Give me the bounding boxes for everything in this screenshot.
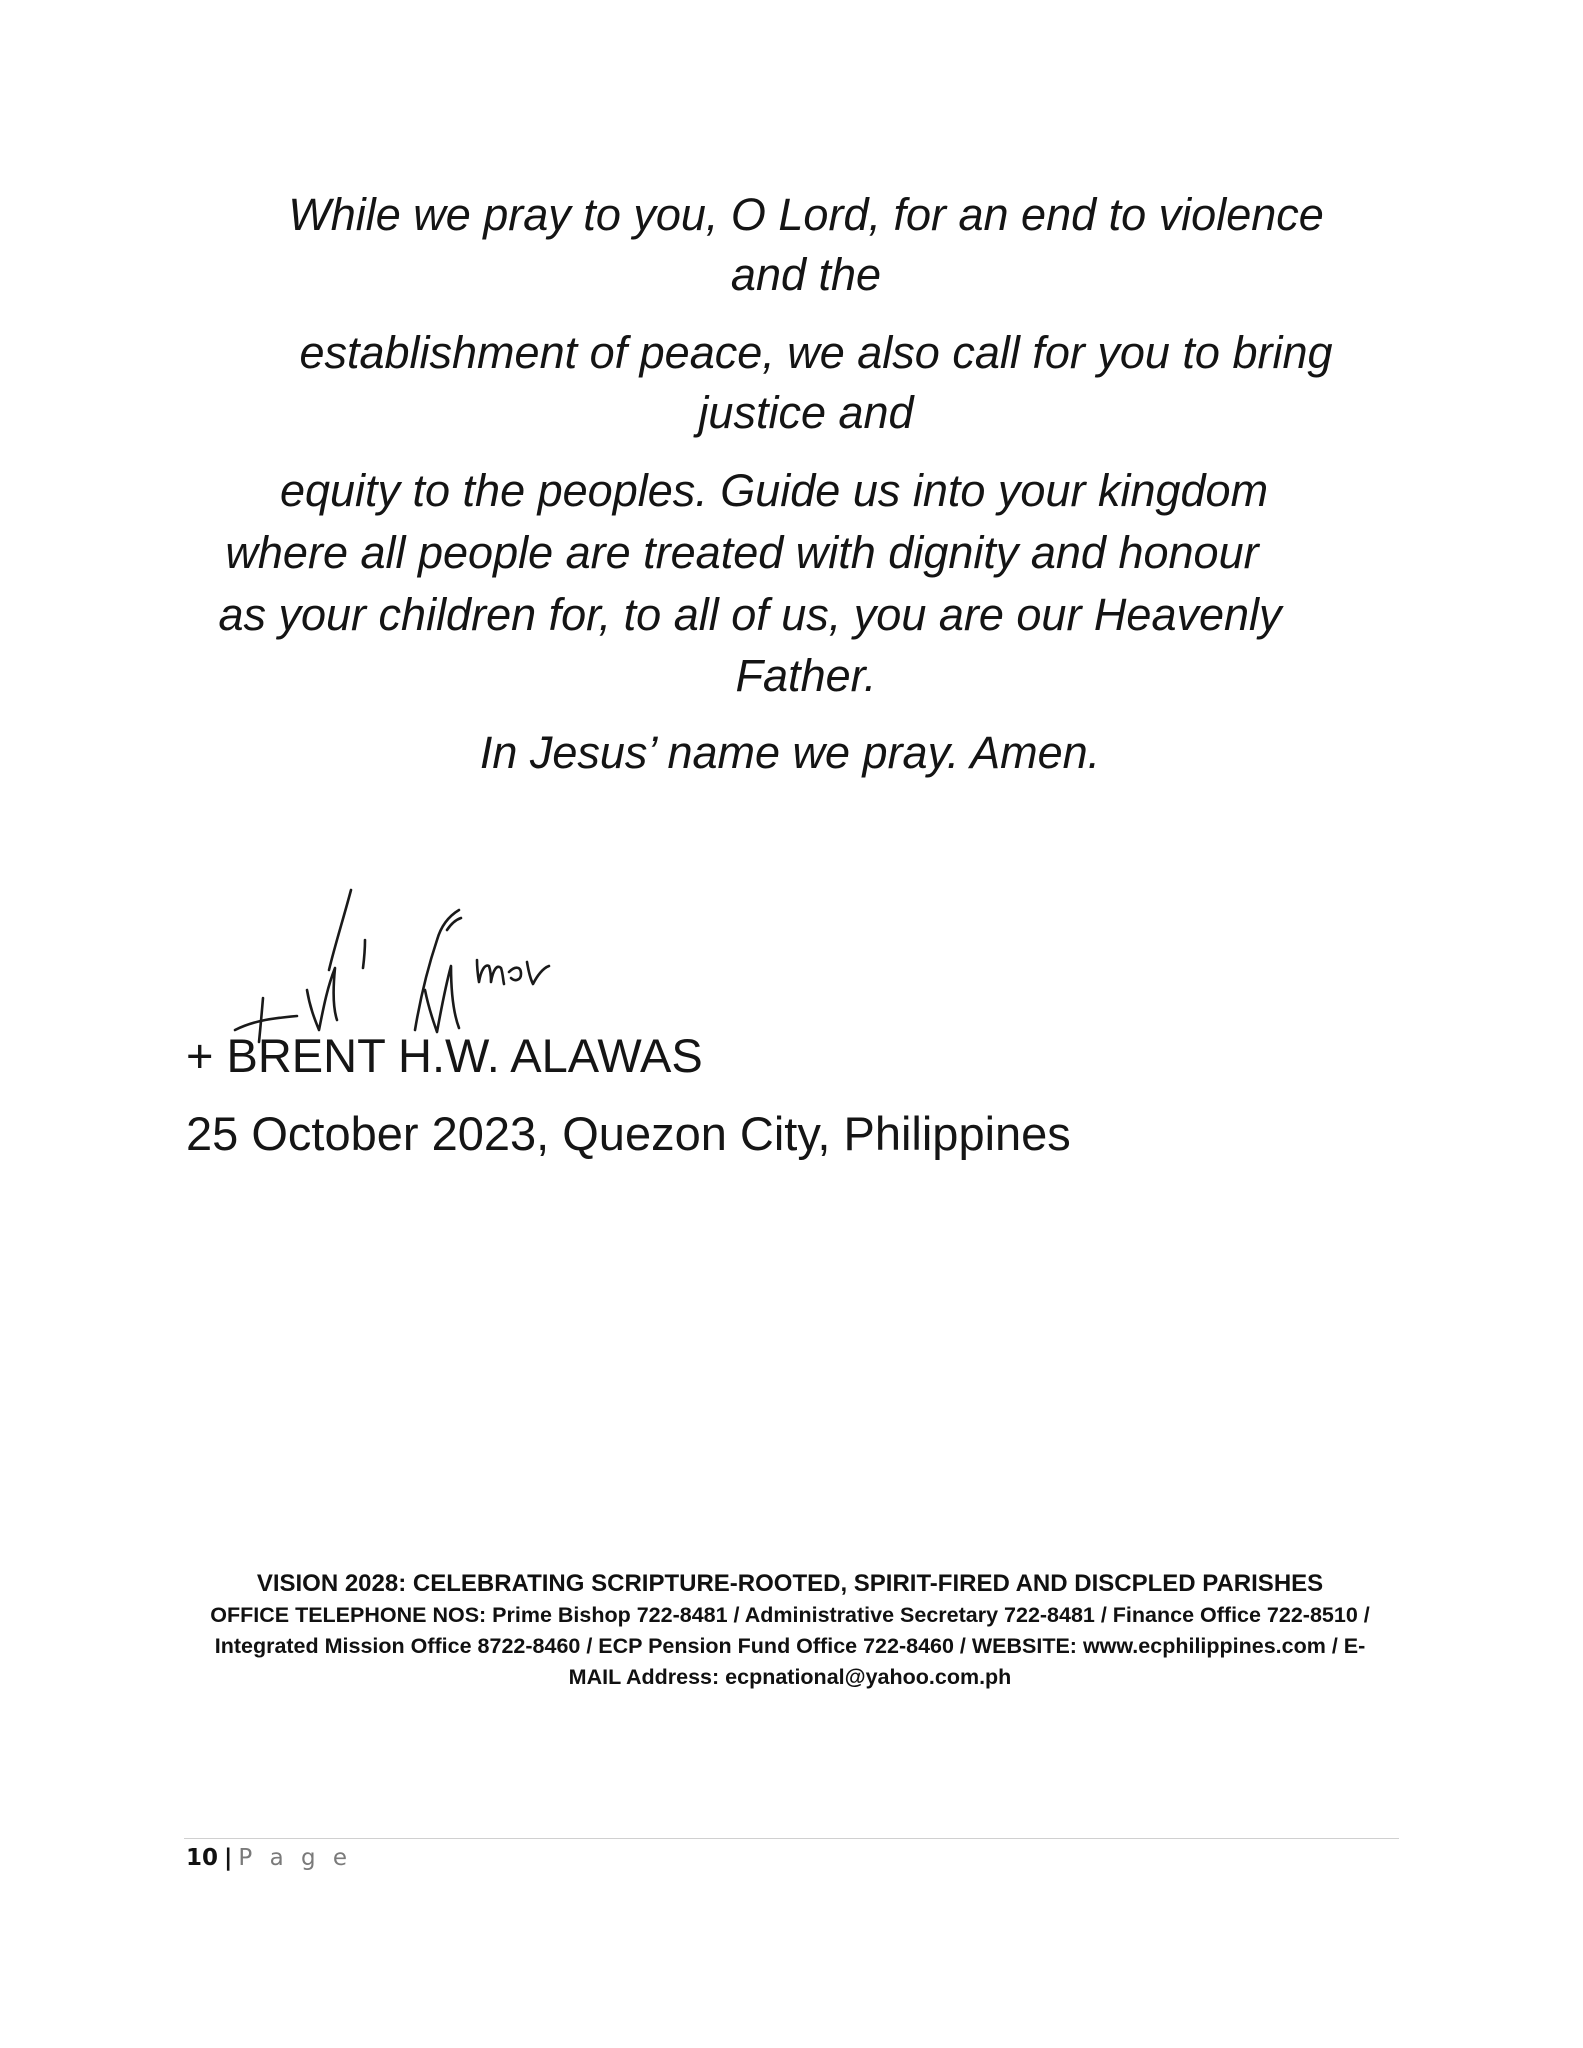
page-number-separator: |: [224, 1845, 233, 1871]
prayer-line-3: establishment of peace, we also call for you to bring: [299, 327, 1333, 378]
handwritten-signature: [215, 870, 595, 1050]
prayer-line-2: and the: [730, 249, 882, 300]
letterhead-footer: [180, 1568, 1400, 1693]
vision-statement: VISION 2028: CELEBRATING SCRIPTURE-ROOTED, SPIRIT-FIRED AND DISCPLED PARISHES: [256, 1570, 1324, 1597]
signer-name: + BRENT H.W. ALAWAS: [186, 1029, 703, 1082]
prayer-line-4: justice and: [698, 387, 914, 438]
prayer-line-1: While we pray to you, O Lord, for an end to violence: [288, 189, 1324, 240]
page-number: [186, 1842, 352, 1874]
prayer-line-7: as your children for, to all of us, you are our Heavenly: [218, 589, 1282, 640]
prayer-line-5: equity to the peoples. Guide us into your kingdom: [279, 465, 1269, 516]
prayer-closing: In Jesus’ name we pray. Amen.: [479, 727, 1101, 778]
page-number-value: 10: [186, 1845, 219, 1871]
signature-date-place: 25 October 2023, Quezon City, Philippines: [186, 1107, 1071, 1160]
prayer-line-6: where all people are treated with dignity and honour: [225, 527, 1259, 578]
contact-info: OFFICE TELEPHONE NOS: Prime Bishop 722-8481 / Administrative Secretary 722-8481 / Finance Office 722-8510 / Integrated Mission Office 8722-8460 / ECP Pension Fund Office 722-8460 / WEBSITE: www.ecphilippines.com / E-MAIL Address: ecpnational@yahoo.com.ph: [210, 1603, 1370, 1689]
prayer-line-8: Father.: [735, 650, 877, 701]
page-label: P a g e: [238, 1845, 353, 1871]
footer-divider: [184, 1838, 1399, 1839]
